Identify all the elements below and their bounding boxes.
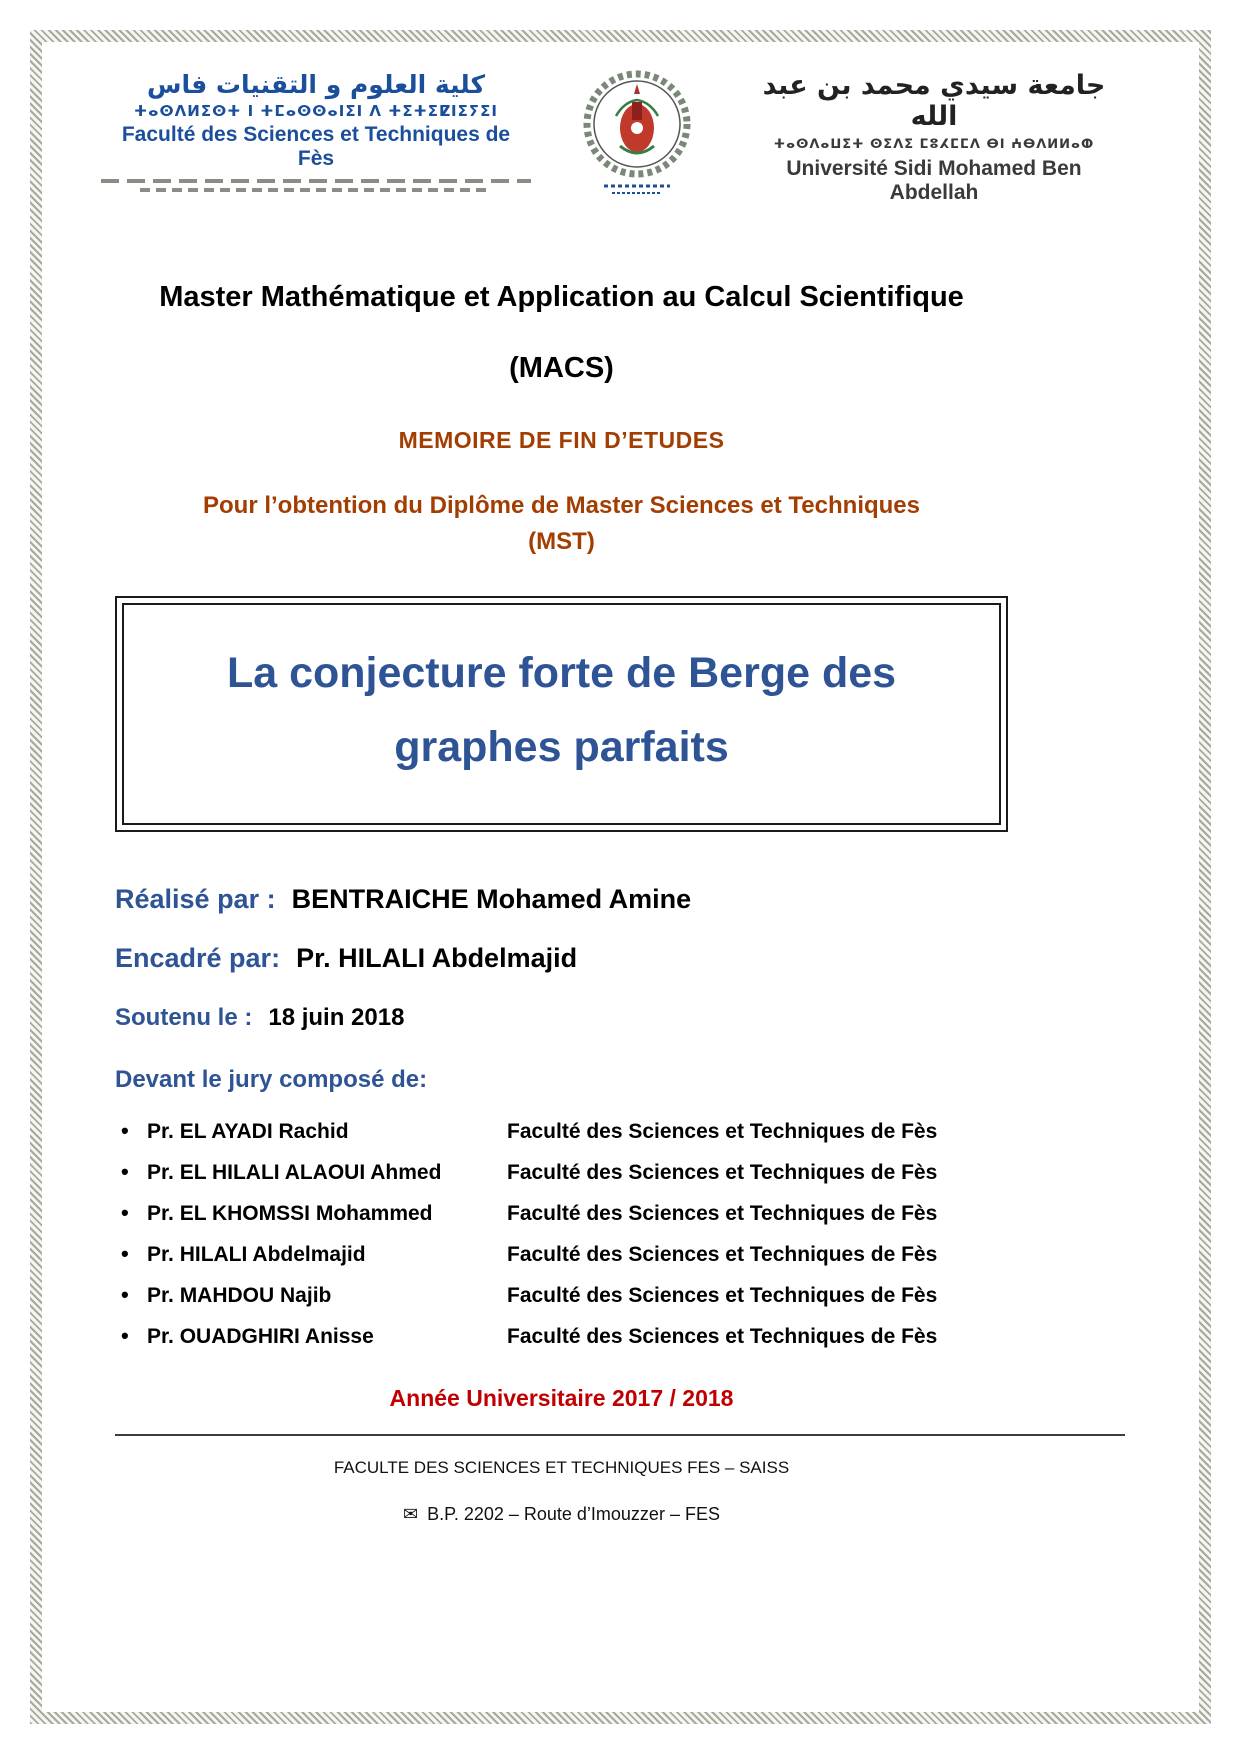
jury-member-name: Pr. EL AYADI Rachid bbox=[147, 1119, 349, 1143]
faculty-name-arabic: كلية العلوم و التقنيات فاس bbox=[146, 70, 486, 99]
supervisor-name: Pr. HILALI Abdelmajid bbox=[296, 942, 578, 973]
faculty-name-french: Faculté des Sciences et Techniques de Fès bbox=[121, 123, 511, 170]
jury-member-name: Pr. OUADGHIRI Anisse bbox=[147, 1324, 374, 1348]
university-block bbox=[743, 70, 1125, 205]
decorative-dashes bbox=[101, 179, 531, 183]
faculty-name-tifinagh: ⵜⴰⵙⴷⵍⵉⵙⵜ ⵏ ⵜⵎⴰⵙⵙⴰⵏⵉⵏ ⴷ ⵜⵉⵜⵉⵇⵏⵉⵢⵉⵏ bbox=[134, 102, 498, 120]
soutenu-line bbox=[115, 1004, 1008, 1032]
realise-line bbox=[115, 884, 1008, 915]
footer-divider bbox=[115, 1434, 1125, 1436]
program-block bbox=[115, 281, 1008, 556]
footer-column bbox=[115, 1458, 1008, 1525]
jury-heading: Devant le jury composé de: bbox=[115, 1065, 428, 1093]
jury-row bbox=[121, 1323, 1008, 1349]
footer-address: B.P. 2202 – Route d’Imouzzer – FES bbox=[427, 1503, 720, 1524]
jury-row bbox=[121, 1159, 1008, 1185]
thesis-title-line2: graphes parfaits bbox=[394, 722, 729, 771]
author-name: BENTRAICHE Mohamed Amine bbox=[291, 883, 692, 914]
jury-member-affiliation: Faculté des Sciences et Techniques de Fès bbox=[507, 1160, 938, 1184]
footer-faculty-line: FACULTE DES SCIENCES ET TECHNIQUES FES – SAISS bbox=[333, 1457, 790, 1477]
jury-row bbox=[121, 1282, 1008, 1308]
university-name-tifinagh: ⵜⴰⵙⴷⴰⵡⵉⵜ ⵙⵉⴷⵉ ⵎⵓⵃⵎⵎⴷ ⴱⵏ ⵄⴱⴷⵍⵍⴰⵀ bbox=[773, 137, 1095, 152]
soutenu-label: Soutenu le : bbox=[115, 1003, 253, 1031]
faculty-block bbox=[101, 70, 531, 192]
details-block bbox=[115, 884, 1008, 1094]
jury-member-name: Pr. HILALI Abdelmajid bbox=[147, 1242, 366, 1266]
bullet-icon: • bbox=[121, 1322, 129, 1348]
program-acronym: (MACS) bbox=[509, 352, 614, 384]
encadre-line bbox=[115, 943, 1008, 974]
jury-row bbox=[121, 1241, 1008, 1267]
jury-row bbox=[121, 1118, 1008, 1144]
program-title: Master Mathématique et Application au Calcul Scientifique bbox=[159, 281, 964, 313]
jury-member-affiliation: Faculté des Sciences et Techniques de Fès bbox=[507, 1201, 938, 1225]
jury-member-affiliation: Faculté des Sciences et Techniques de Fès bbox=[507, 1283, 938, 1307]
jury-member-affiliation: Faculté des Sciences et Techniques de Fès bbox=[507, 1324, 938, 1348]
jury-member-affiliation: Faculté des Sciences et Techniques de Fès bbox=[507, 1242, 938, 1266]
letterhead bbox=[115, 70, 1125, 225]
bullet-icon: • bbox=[121, 1117, 129, 1143]
university-logo-icon bbox=[576, 62, 698, 225]
main-column bbox=[115, 281, 1008, 1412]
jury-member-name: Pr. MAHDOU Najib bbox=[147, 1283, 332, 1307]
university-name-french: Université Sidi Mohamed Ben Abdellah bbox=[786, 157, 1082, 204]
jury-member-name: Pr. EL KHOMSSI Mohammed bbox=[147, 1201, 433, 1225]
defense-date: 18 juin 2018 bbox=[268, 1003, 405, 1031]
jury-row bbox=[121, 1200, 1008, 1226]
memoire-heading: MEMOIRE DE FIN D’ETUDES bbox=[398, 427, 725, 453]
university-name-arabic: جامعة سيدي محمد بن عبد الله bbox=[762, 70, 1106, 132]
envelope-icon: ✉ bbox=[403, 1503, 419, 1525]
encadre-label: Encadré par: bbox=[115, 942, 281, 973]
bullet-icon: • bbox=[121, 1240, 129, 1266]
page-content bbox=[115, 70, 1125, 1718]
thesis-title-box bbox=[115, 596, 1008, 832]
bullet-icon: • bbox=[121, 1199, 129, 1225]
bullet-icon: • bbox=[121, 1158, 129, 1184]
academic-year: Année Universitaire 2017 / 2018 bbox=[389, 1384, 734, 1411]
footer-address-line bbox=[115, 1504, 1008, 1525]
diploma-acronym: (MST) bbox=[528, 528, 595, 555]
decorative-dashes bbox=[140, 188, 493, 192]
realise-label: Réalisé par : bbox=[115, 883, 276, 914]
jury-list bbox=[115, 1118, 1008, 1349]
jury-member-affiliation: Faculté des Sciences et Techniques de Fès bbox=[507, 1119, 938, 1143]
thesis-title-line1: La conjecture forte de Berge des bbox=[226, 649, 897, 697]
bullet-icon: • bbox=[121, 1281, 129, 1307]
jury-member-name: Pr. EL HILALI ALAOUI Ahmed bbox=[147, 1160, 442, 1184]
diploma-line: Pour l’obtention du Diplôme de Master Sciences et Techniques bbox=[202, 492, 920, 519]
